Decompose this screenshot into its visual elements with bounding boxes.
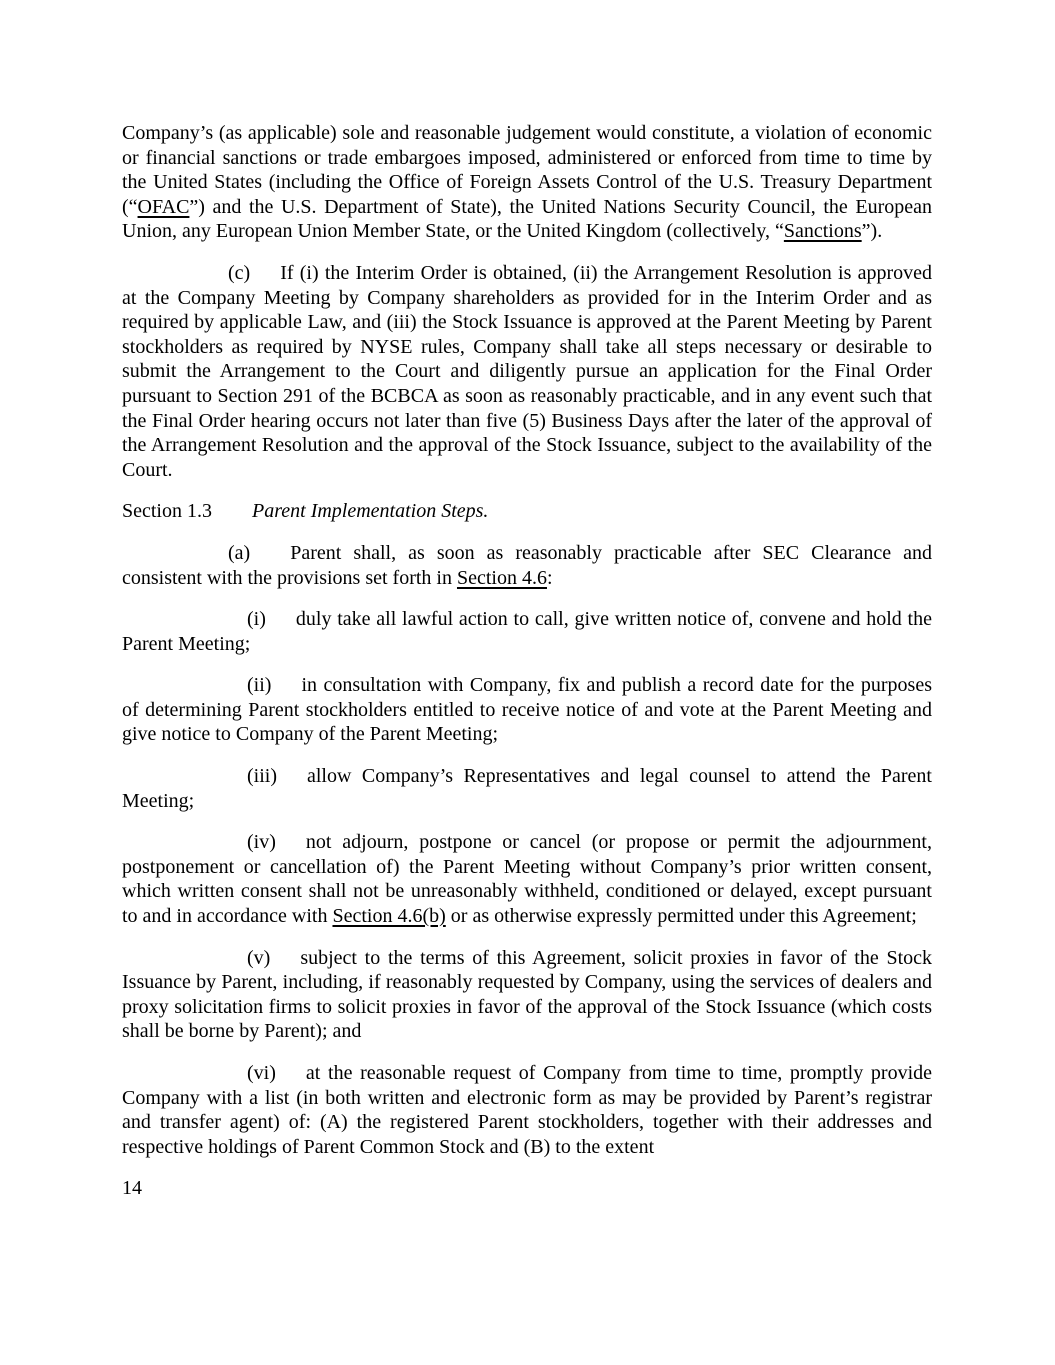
- section-title: Parent Implementation Steps.: [252, 500, 489, 523]
- paragraph-text: If (i) the Interim Order is obtained, (ii) the Arrangement Resolution is approved at the Company Meeting by Company shareholders as provided for in the Interim Order and as required by applicable Law, and (iii) the Stock Issuance is approved at the Parent Meeting by Parent stockholders as required by NYSE rules, Company shall take all steps necessary or desirable to submit the Arrangement to the Court and diligently pursue an application for the Final Order pursuant to Section 291 of the BCBCA as soon as reasonably practicable, and in any event such that the Final Order hearing occurs not later than five (5) Business Days after the later of the approval of the Arrangement Resolution and the approval of the Stock Issuance, subject to the availability of the Court.: [122, 261, 932, 481]
- paragraph-text: in consultation with Company, fix and publish a record date for the purposes of determining Parent stockholders entitled to receive notice of and vote at the Parent Meeting and give notice to Company of the Parent Meeting;: [122, 674, 932, 746]
- defined-term-sanctions: Sanctions: [783, 220, 862, 243]
- item-marker-i: (i): [247, 608, 266, 631]
- page-number: 14: [122, 1177, 142, 1200]
- paragraph-text: allow Company’s Representatives and legal counsel to attend the Parent Meeting;: [122, 765, 932, 812]
- paragraph-text: Parent shall, as soon as reasonably practicable after SEC Clearance and consistent with the provisions set forth in: [122, 541, 932, 589]
- list-item-ii: [122, 673, 932, 747]
- paragraph-text: :: [546, 566, 553, 589]
- section-4-6-b-reference: Section 4.6(b): [332, 905, 446, 928]
- item-marker-iii: (iii): [247, 765, 277, 788]
- paragraph-text: ”).: [861, 220, 883, 243]
- item-marker-iv: (iv): [247, 831, 276, 854]
- section-number: Section 1.3: [122, 500, 212, 523]
- list-item-iii: [122, 764, 932, 813]
- paragraph-sanctions-continuation: [122, 121, 932, 244]
- paragraph-text: ”) and the U.S. Department of State), the United Nations Security Council, the European Union, any European Union Member State, or the United Kingdom (collectively, “: [122, 195, 932, 243]
- item-marker-v: (v): [247, 946, 271, 969]
- paragraph-text: at the reasonable request of Company from time to time, promptly provide Company with a list (in both written and electronic form as may be provided by Parent’s registrar and transfer agent) of: (A) the registered Parent stockholders, together with their addresses and respective holdings of Parent Common Stock and (B) to the extent: [122, 1062, 932, 1158]
- paragraph-text: duly take all lawful action to call, give written notice of, convene and hold the Parent Meeting;: [122, 608, 932, 655]
- paragraph-marker-a: (a): [228, 541, 251, 564]
- item-marker-vi: (vi): [247, 1062, 276, 1084]
- paragraph-a: [122, 541, 932, 590]
- list-item-i: [122, 607, 932, 656]
- section-4-6-reference: Section 4.6: [456, 566, 547, 589]
- paragraph-text: subject to the terms of this Agreement, solicit proxies in favor of the Stock Issuance by Parent, including, if reasonably requested by Company, using the services of dealers and proxy solicitation firms to solicit proxies in favor of the approval of the Stock Issuance (which costs shall be borne by Parent); and: [122, 946, 932, 1043]
- paragraph-marker-c: (c): [228, 261, 251, 284]
- defined-term-ofac: OFAC: [137, 195, 190, 218]
- list-item-vi: [122, 1061, 932, 1159]
- paragraph-text: Company’s (as applicable) sole and reasonable judgement would constitute, a violation of economic or financial sanctions or trade embargoes imposed, administered or enforced from time to time by the United States (including the Office of Foreign Assets Control of the U.S. Treasury Department (“: [122, 122, 932, 218]
- item-marker-ii: (ii): [247, 674, 272, 697]
- list-item-v: [122, 946, 932, 1044]
- list-item-iv: [122, 830, 932, 928]
- paragraph-text: not adjourn, postpone or cancel (or propose or permit the adjournment, postponement or cancellation of) the Parent Meeting without Company’s prior written consent, which written consent shall not be unreasonably withheld, conditioned or delayed, except pursuant to and in accordance with: [122, 831, 932, 928]
- paragraph-c: [122, 261, 932, 482]
- paragraph-text: or as otherwise expressly permitted under this Agreement;: [445, 905, 917, 928]
- section-heading-1-3: [122, 499, 932, 524]
